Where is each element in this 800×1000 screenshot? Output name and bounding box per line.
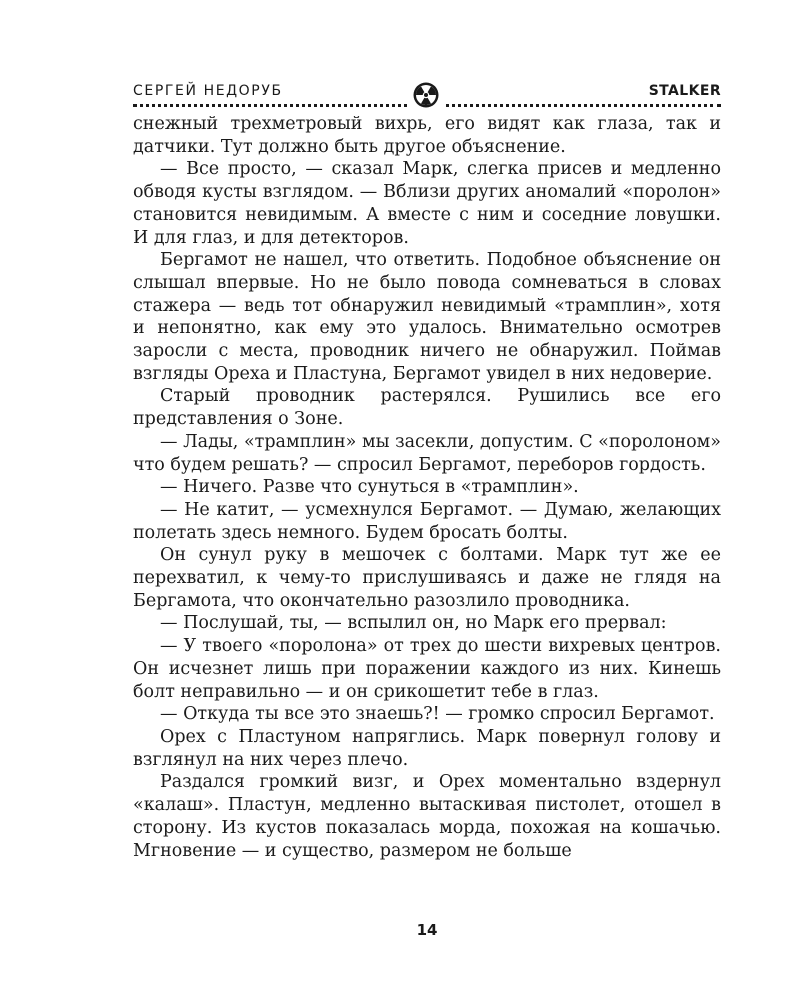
paragraph: — Откуда ты все это знаешь?! — громко спросил Бергамот. <box>160 704 715 725</box>
radiation-hazard-icon <box>409 81 443 111</box>
paragraph: Орех с Пластуном напряглись. Марк повернул голову и взглянул на них через плечо. <box>133 726 721 770</box>
page-number: 14 <box>416 921 438 939</box>
paragraph: Старый проводник растерялся. Рушились все его представления о Зоне. <box>133 386 721 430</box>
paragraph: Он сунул руку в мешочек с болтами. Марк тут же ее перехватил, к чему-то прислушиваясь и даже не глядя на Бергамота, что окончательно разозлило проводника. <box>133 545 721 611</box>
header-author: СЕРГЕЙ НЕДОРУБ <box>133 83 283 99</box>
paragraph: — Ничего. Разве что сунуться в «трамплин». <box>160 477 579 498</box>
paragraph: снежный трехметровый вихрь, его видят как глаза, так и датчики. Тут должно быть другое объяснение. <box>133 114 721 157</box>
header-series: STALKER <box>648 83 721 99</box>
paragraph: — Все просто, — сказал Марк, слегка присев и медленно обводя кусты взглядом. — Вблизи других аномалий «поролон» становится невидимым. А вместе с ним и соседние ловушки. И для глаз, и для детекторов. <box>133 159 721 248</box>
paragraph: — Лады, «трамплин» мы засекли, допустим. С «поролоном» что будем решать? — спросил Бергамот, переборов гордость. <box>133 431 721 475</box>
paragraph: — Не катит, — усмехнулся Бергамот. — Думаю, желающих полетать здесь немного. Будем бросать болты. <box>133 499 721 543</box>
paragraph: — У твоего «поролона» от трех до шести вихревых центров. Он исчезнет лишь при поражении каждого из них. Кинешь болт неправильно — и он срикошетит тебе в глаз. <box>133 636 721 702</box>
paragraph: Раздался громкий визг, и Орех моментально вздернул «калаш». Пластун, медленно вытаскивая пистолет, отошел в сторону. Из кустов показалась морда, похожая на кошачью. Мгновение — и существо, размером не больше <box>133 772 721 861</box>
body-text <box>133 113 721 862</box>
running-header <box>133 77 721 111</box>
paragraph: Бергамот не нашел, что ответить. Подобное объяснение он слышал впервые. Но не было повода сомневаться в словах стажера — ведь тот обнаружил невидимый «трамплин», хотя и непонятно, как ему это удалось. Внимательно осмотрев заросли с места, проводник ничего не обнаружил. Поймав взгляды Ореха и Пластуна, Бергамот увидел в них недоверие. <box>133 250 721 384</box>
paragraph: — Послушай, ты, — вспылил он, но Марк его прервал: <box>160 613 667 634</box>
